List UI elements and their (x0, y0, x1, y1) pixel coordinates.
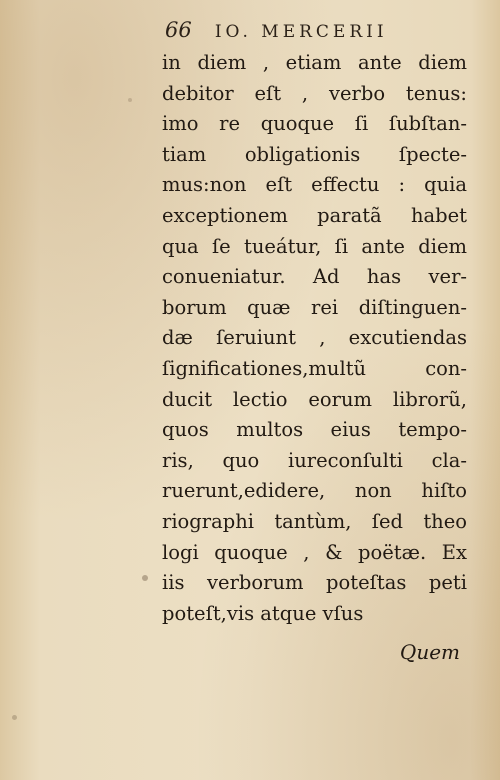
text-line: quos multos eius tempo- (162, 418, 467, 442)
text-line: ruerunt,edidere, non hiſto (162, 479, 467, 503)
ink-spot (128, 98, 132, 102)
text-line: logi quoque , & poëtæ. Ex (162, 540, 467, 564)
text-line: borum quæ rei diſtinguen- (162, 295, 467, 319)
page-header (165, 18, 465, 44)
text-line: ducit lectio eorum librorũ, (162, 387, 467, 411)
text-line: iis verborum poteſtas peti (162, 571, 467, 595)
body-text (162, 48, 467, 629)
text-line: riographi tantùm, ſed theo (162, 509, 467, 533)
text-line: imo re quoque ſi ſubſtan- (162, 112, 467, 136)
ink-spot (12, 715, 17, 720)
running-head: IO. MERCERII (214, 22, 388, 42)
page-number: 66 (165, 18, 192, 42)
text-line: qua ſe tueátur, ſi ante diem (162, 234, 467, 258)
text-line: mus:non eſt effectu : quia (162, 173, 467, 197)
text-line: ris, quo iureconſulti cla- (162, 448, 467, 472)
text-line: in diem , etiam ante diem (162, 51, 467, 74)
text-line: ſignificationes,multũ con- (162, 356, 467, 380)
catchword: Quem (399, 640, 460, 664)
text-line: tiam obligationis ſpecte- (162, 142, 467, 166)
text-line: debitor eſt , verbo tenus: (162, 81, 467, 105)
text-line: conueniatur. Ad has ver- (162, 265, 467, 289)
text-line: dæ ſeruiunt , excutiendas (162, 326, 467, 350)
text-line: poteſt,vis atque vſus (162, 601, 364, 625)
ink-spot (142, 575, 148, 581)
text-line: exceptionem paratã habet (162, 203, 467, 227)
